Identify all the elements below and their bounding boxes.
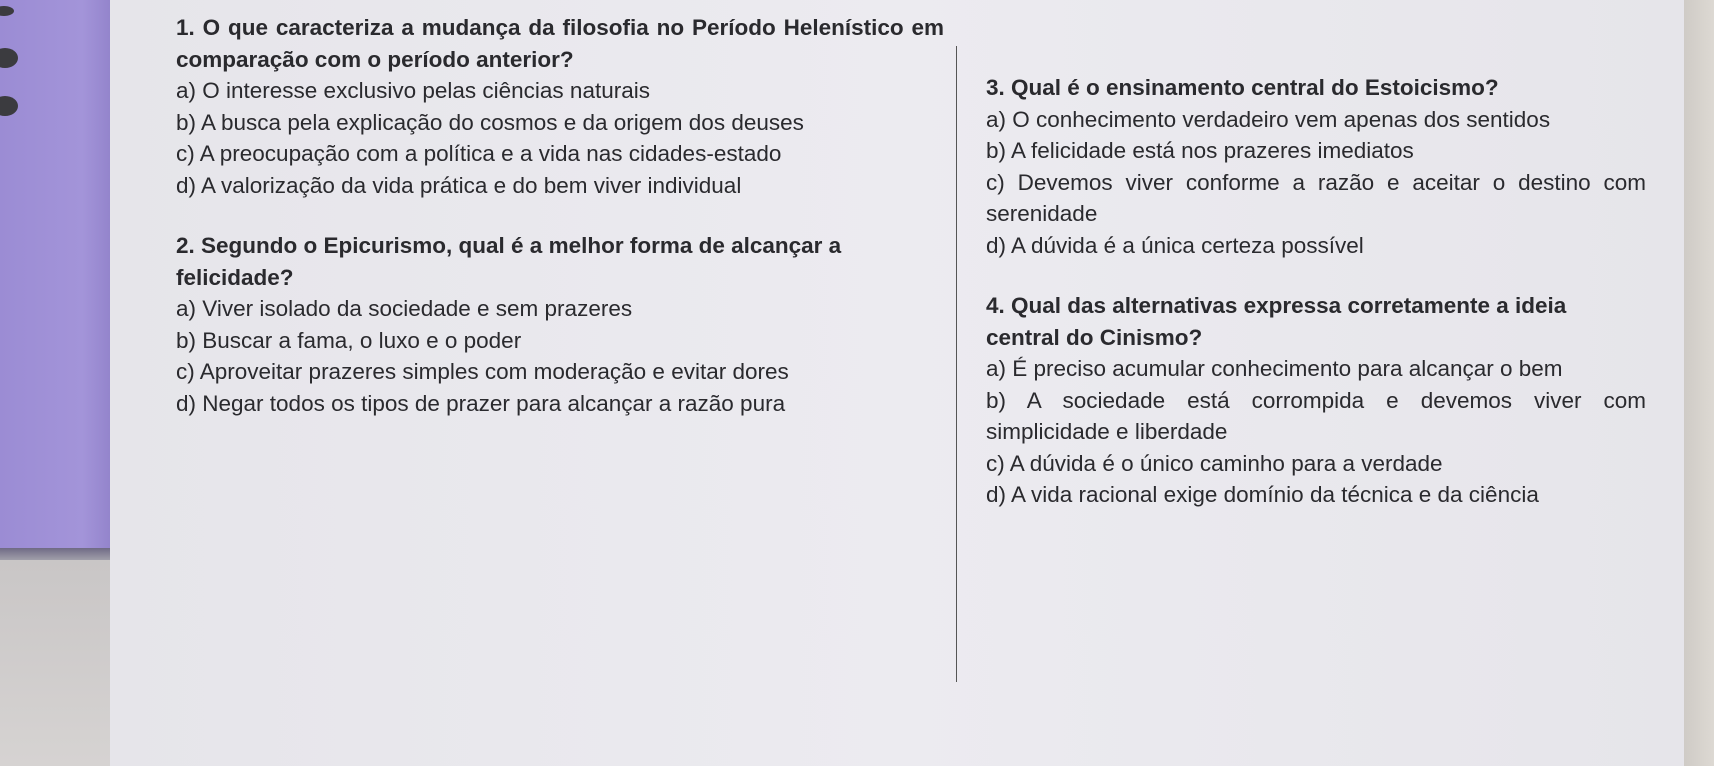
question-text: 1. O que caracteriza a mudança da filosofia no Período Helenístico em comparação com o período anterior?: [176, 15, 944, 72]
question-text: 4. Qual das alternativas expressa corretamente a ideia central do Cinismo?: [986, 293, 1567, 350]
option-a: a) O interesse exclusivo pelas ciências naturais: [176, 78, 650, 103]
question-2: [176, 230, 944, 419]
column-divider: [956, 46, 957, 682]
option-d: d) A vida racional exige domínio da técnica e da ciência: [986, 482, 1539, 507]
option-b: b) A felicidade está nos prazeres imediatos: [986, 138, 1414, 163]
purple-notebook-cover: [0, 0, 118, 560]
right-column: [986, 72, 1646, 511]
option-c: c) Devemos viver conforme a razão e aceitar o destino com serenidade: [986, 169, 1646, 226]
option-d: d) A valorização da vida prática e do bem viver individual: [176, 172, 742, 198]
left-column: [176, 12, 944, 419]
option-b: b) A busca pela explicação do cosmos e da origem dos deuses: [176, 109, 804, 135]
question-1: [176, 12, 944, 201]
option-a: a) O conhecimento verdadeiro vem apenas dos sentidos: [986, 106, 1551, 132]
question-text: 2. Segundo o Epicurismo, qual é a melhor forma de alcançar a felicidade?: [176, 233, 842, 290]
option-c: c) A dúvida é o único caminho para a verdade: [986, 450, 1443, 476]
option-d: d) A dúvida é a única certeza possível: [986, 232, 1364, 258]
question-3: [986, 72, 1646, 261]
option-c: c) A preocupação com a política e a vida nas cidades-estado: [176, 141, 782, 166]
table-surface-right: [1684, 0, 1714, 766]
option-b: b) Buscar a fama, o luxo e o poder: [176, 327, 522, 353]
question-text: 3. Qual é o ensinamento central do Estoicismo?: [986, 75, 1499, 100]
option-a: a) Viver isolado da sociedade e sem prazeres: [176, 296, 633, 321]
option-c: c) Aproveitar prazeres simples com moderação e evitar dores: [176, 359, 789, 384]
option-a: a) É preciso acumular conhecimento para alcançar o bem: [986, 356, 1563, 381]
question-4: [986, 290, 1646, 511]
option-d: d) Negar todos os tipos de prazer para alcançar a razão pura: [176, 390, 786, 416]
option-b: b) A sociedade está corrompida e devemos viver com simplicidade e liberdade: [986, 387, 1646, 444]
